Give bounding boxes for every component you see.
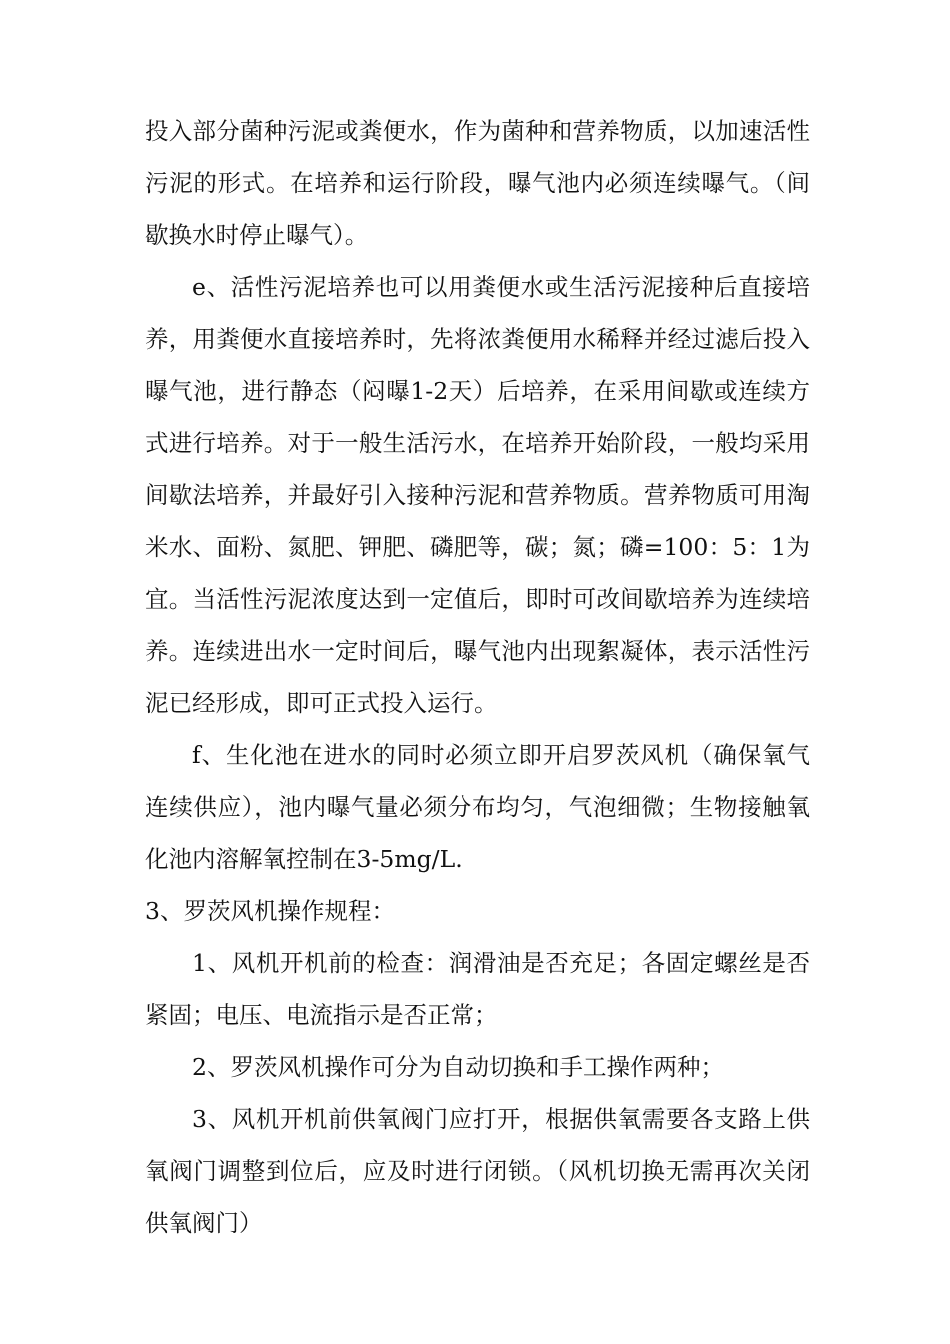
paragraph-e-sludge-culture: e、活性污泥培养也可以用粪便水或生活污泥接种后直接培养，用粪便水直接培养时，先将浓粪便用水稀释并经过滤后投入曝气池，进行静态（闷曝1-2天）后培养，在采用间歇或连续方式进行培养。对于一般生活污水，在培养开始阶段，一般均采用间歇法培养，并最好引入接种污泥和营养物质。营养物质可用淘米水、面粉、氮肥、钾肥、磷肥等，碳；氮；磷=100：5：1为宜。当活性污泥浓度达到一定值后，即时可改间歇培养为连续培养。连续进出水一定时间后，曝气池内出现絮凝体，表示活性污泥已经形成，即可正式投入运行。 [145,273,810,717]
list-item-3-oxygen-valve: 3、风机开机前供氧阀门应打开，根据供氧需要各支路上供氧阀门调整到位后，应及时进行闭锁。（风机切换无需再次关闭供氧阀门） [145,1105,810,1237]
document-body [145,105,810,1249]
paragraph-f-biochemical-tank: f、生化池在进水的同时必须立即开启罗茨风机（确保氧气连续供应），池内曝气量必须分布均匀，气泡细微；生物接触氧化池内溶解氧控制在3-5mg/L. [145,741,810,873]
list-item-2-operation-modes: 2、罗茨风机操作可分为自动切换和手工操作两种； [192,1053,724,1081]
section-heading-roots-blower: 3、罗茨风机操作规程： [145,897,395,925]
paragraph-intro: 投入部分菌种污泥或粪便水，作为菌种和营养物质，以加速活性污泥的形式。在培养和运行阶段，曝气池内必须连续曝气。（间歇换水时停止曝气）。 [145,117,810,249]
list-item-1-precheck: 1、风机开机前的检查：润滑油是否充足；各固定螺丝是否紧固；电压、电流指示是否正常； [145,949,810,1029]
